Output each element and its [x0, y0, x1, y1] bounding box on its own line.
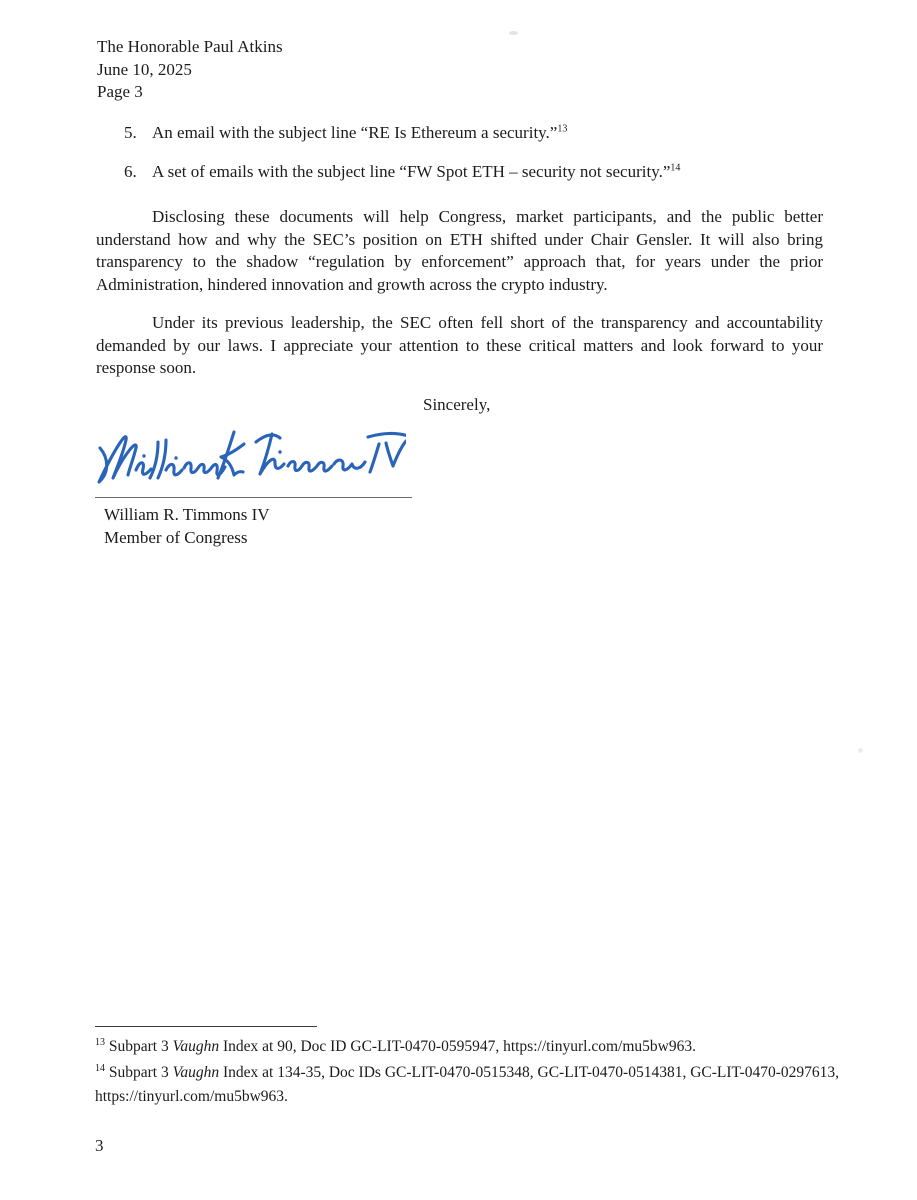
list-item-number: 6. — [124, 162, 137, 181]
footnote-text: Subpart 3 — [105, 1063, 173, 1081]
footnote-marker: 13 — [95, 1036, 105, 1048]
page-number: 3 — [95, 1136, 104, 1155]
footnote-13 — [95, 1035, 840, 1060]
footnote-separator-rule — [95, 1026, 317, 1027]
list-item-5 — [124, 123, 824, 143]
signer-block — [104, 503, 270, 549]
body-paragraph-1: Disclosing these documents will help Congress, market participants, and the public better understand how and why the SEC’s position on ETH shifted under Chair Gensler. It will also bring transparency to the shadow “regulation by enforcement” approach that, for years under the prior Administration, hindered innovation and growth across the crypto industry. — [96, 207, 823, 294]
footnotes-section — [95, 1035, 840, 1111]
letter-date: June 10, 2025 — [97, 59, 192, 79]
footnote-text: Subpart 3 — [105, 1038, 173, 1055]
footnote-14 — [95, 1061, 840, 1110]
footnote-marker: 14 — [95, 1062, 105, 1074]
signer-title: Member of Congress — [104, 528, 248, 547]
footnote-italic-term: Vaughn — [172, 1063, 220, 1081]
list-item-body: A set of emails with the subject line “FW Spot ETH – security not security.” — [152, 162, 671, 181]
list-item-6 — [124, 162, 824, 182]
recipient-name: The Honorable Paul Atkins — [97, 37, 283, 56]
signature-underline — [95, 497, 412, 498]
scan-artifact — [509, 31, 518, 35]
handwritten-signature — [96, 418, 406, 498]
scan-artifact — [858, 748, 863, 753]
footnote-text: Index at 90, Doc ID GC-LIT-0470-0595947, https://tinyurl.com/mu5bw963. — [219, 1038, 696, 1055]
list-item-body: An email with the subject line “RE Is Ethereum a security.” — [152, 123, 558, 142]
page-label: Page 3 — [97, 82, 143, 101]
list-item-number: 5. — [124, 123, 137, 142]
footnote-text: Index at 134-35, Doc IDs GC-LIT-0470-0515348, GC-LIT-0470-0514381, GC-LIT-0470-0297613, https://tinyurl.com/mu5bw963. — [95, 1063, 840, 1105]
closing-salutation: Sincerely, — [423, 395, 491, 414]
footnote-italic-term: Vaughn — [172, 1038, 220, 1055]
footnote-reference-13: 13 — [557, 123, 568, 135]
signer-name: William R. Timmons IV — [104, 505, 270, 524]
letter-header — [97, 36, 283, 104]
list-item-text — [152, 123, 824, 143]
signature-ink-strokes — [96, 418, 406, 498]
body-paragraph-2: Under its previous leadership, the SEC often fell short of the transparency and accountability demanded by our laws. I appreciate your attention to these critical matters and look forward to your response soon. — [96, 313, 823, 378]
numbered-list — [124, 123, 824, 201]
list-item-text — [152, 162, 824, 182]
footnote-reference-14: 14 — [670, 162, 681, 174]
